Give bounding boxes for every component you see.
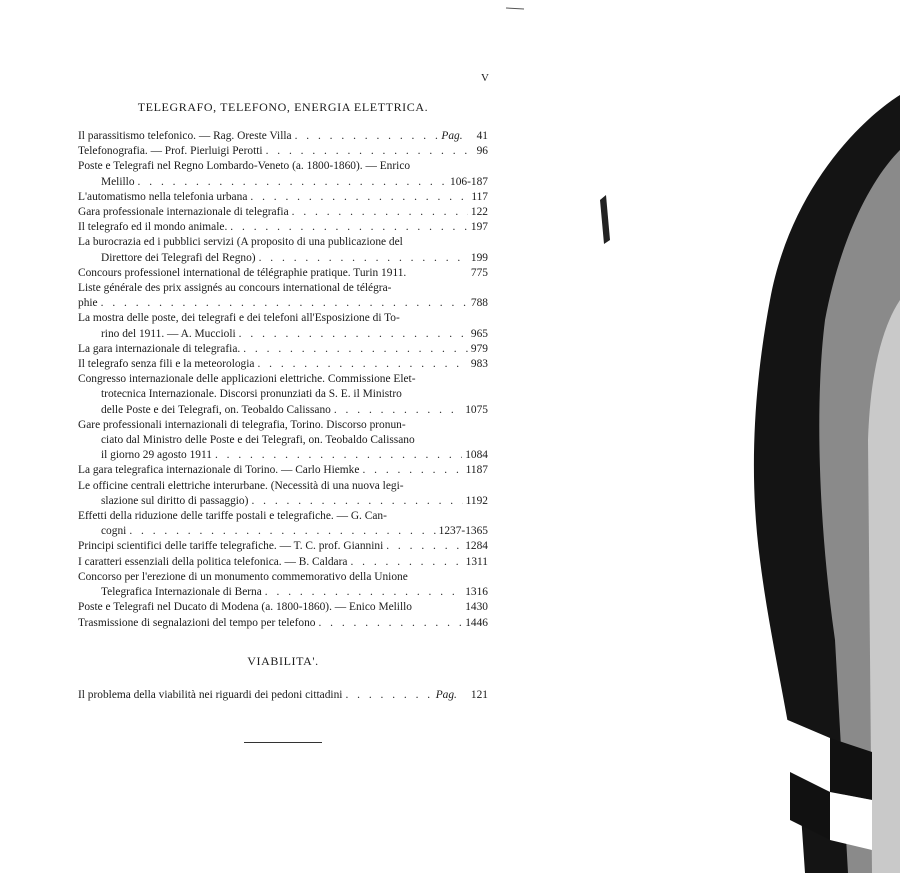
- toc-entry-text: Il parassitismo telefonico. — Rag. Oreste Villa: [78, 130, 292, 142]
- page-ref: 979: [470, 342, 488, 355]
- toc-entry-text: Direttore dei Telegrafi del Regno): [101, 251, 256, 264]
- toc-entry-text: La gara telegrafica internazionale di Torino. — Carlo Hiemke: [78, 464, 360, 477]
- page-label: Pag.: [435, 689, 457, 701]
- toc-entry-text: Telegrafica Internazionale di Berna: [101, 586, 262, 599]
- section-title-viabilita: VIABILITA'.: [247, 654, 319, 668]
- toc-entry-text: La burocrazia ed i pubblici servizi (A proposito di una publicazione del: [78, 236, 403, 249]
- toc-entry-text: phie: [78, 297, 98, 310]
- toc-entry-text: Il problema della viabilità nei riguardi dei pedoni cittadini: [78, 689, 343, 701]
- toc-entry-text: Il telegrafo ed il mondo animale.: [78, 221, 228, 234]
- toc-entry-text: il giorno 29 agosto 1911: [101, 449, 212, 462]
- page-ref: 1430: [465, 601, 488, 614]
- toc-entry-text: Melillo: [101, 175, 135, 188]
- toc-entry-text: trotecnica Internazionale. Discorsi pronunziati da S. E. il Ministro: [101, 388, 402, 401]
- scan-mark-small: [600, 195, 610, 244]
- toc-entry-text: Poste e Telegrafi nel Ducato di Modena (a. 1800-1860). — Enico Melillo: [78, 601, 412, 614]
- toc-entry-text: rino del 1911. — A. Muccioli: [101, 327, 236, 340]
- page-ref: 1446: [465, 616, 488, 629]
- page-label: Pag.: [441, 130, 463, 142]
- page-ref: 96: [476, 145, 488, 158]
- toc-entry-text: delle Poste e dei Telegrafi, on. Teobaldo Calissano: [101, 403, 331, 416]
- page-number: V: [481, 72, 490, 84]
- page-ref: 983: [470, 358, 488, 371]
- page-ref: 106-187: [450, 175, 488, 188]
- page-ref: 197: [470, 221, 488, 234]
- scan-light-band: [868, 300, 900, 873]
- page-ref: 122: [470, 206, 488, 219]
- toc-entry-text: Trasmissione di segnalazioni del tempo per telefono: [78, 616, 316, 629]
- toc-entry-text: La mostra delle poste, dei telegrafi e dei telefoni all'Esposizione di To-: [78, 312, 400, 325]
- scan-mark-top: [506, 8, 524, 9]
- toc-entry-text: Poste e Telegrafi nel Regno Lombardo-Veneto (a. 1800-1860). — Enrico: [78, 160, 411, 173]
- page-ref: 1311: [465, 555, 488, 568]
- toc-entry-text: ciato dal Ministro delle Poste e dei Telegrafi, on. Teobaldo Calissano: [101, 434, 415, 447]
- page-ref: 41: [476, 130, 488, 142]
- toc-entry-text: I caratteri essenziali della politica telefonica. — B. Caldara: [78, 555, 348, 568]
- toc-entry-text: Concorso per l'erezione di un monumento commemorativo della Unione: [78, 570, 408, 583]
- page-ref: 1192: [465, 494, 488, 507]
- toc-entry-text: cogni: [101, 525, 127, 538]
- page-ref: 1075: [465, 403, 488, 416]
- toc-entry-text: L'automatismo nella telefonia urbana: [78, 190, 248, 203]
- page-ref: 1237-1365: [438, 525, 488, 538]
- page-ref: 121: [470, 689, 488, 701]
- toc-entry-text: Congresso internazionale delle applicazioni elettriche. Commissione Elet-: [78, 373, 416, 386]
- toc-entry-text: Telefonografia. — Prof. Pierluigi Perotti: [78, 145, 263, 158]
- toc-entry-text: Le officine centrali elettriche interurbane. (Necessità di una nuova legi-: [78, 479, 404, 492]
- page-ref: 199: [470, 251, 488, 264]
- page-ref: 788: [470, 297, 488, 310]
- page-ref: 775: [470, 266, 488, 279]
- page-ref: 1284: [465, 540, 488, 553]
- toc-entry-text: Concours professionel international de télégraphie pratique. Turin 1911.: [78, 266, 407, 279]
- page-ref: 1187: [465, 464, 488, 477]
- toc-entry-text: La gara internazionale di telegrafia.: [78, 342, 241, 355]
- toc-entry-text: slazione sul diritto di passaggio): [101, 494, 249, 507]
- toc-entry-text: Principi scientifici delle tariffe telegrafiche. — T. C. prof. Giannini: [78, 540, 384, 553]
- section-title-telegrafo: TELEGRAFO, TELEFONO, ENERGIA ELETTRICA.: [137, 100, 429, 114]
- toc-entry-text: Effetti della riduzione delle tariffe postali e telegrafiche. — G. Can-: [78, 510, 387, 523]
- page-ref: 1084: [465, 449, 488, 462]
- page-ref: 1316: [465, 586, 488, 599]
- toc-entry-text: Il telegrafo senza fili e la meteorologia: [78, 358, 255, 371]
- page-ref: 117: [471, 190, 488, 203]
- toc-entry-text: Gara professionale internazionale di telegrafia: [78, 206, 289, 219]
- page-ref: 965: [470, 327, 488, 340]
- toc-entry-text: Liste générale des prix assignés au concours international de télégra-: [78, 282, 392, 295]
- toc-entry-text: Gare professionali internazionali di telegrafia, Torino. Discorso pronun-: [78, 418, 406, 431]
